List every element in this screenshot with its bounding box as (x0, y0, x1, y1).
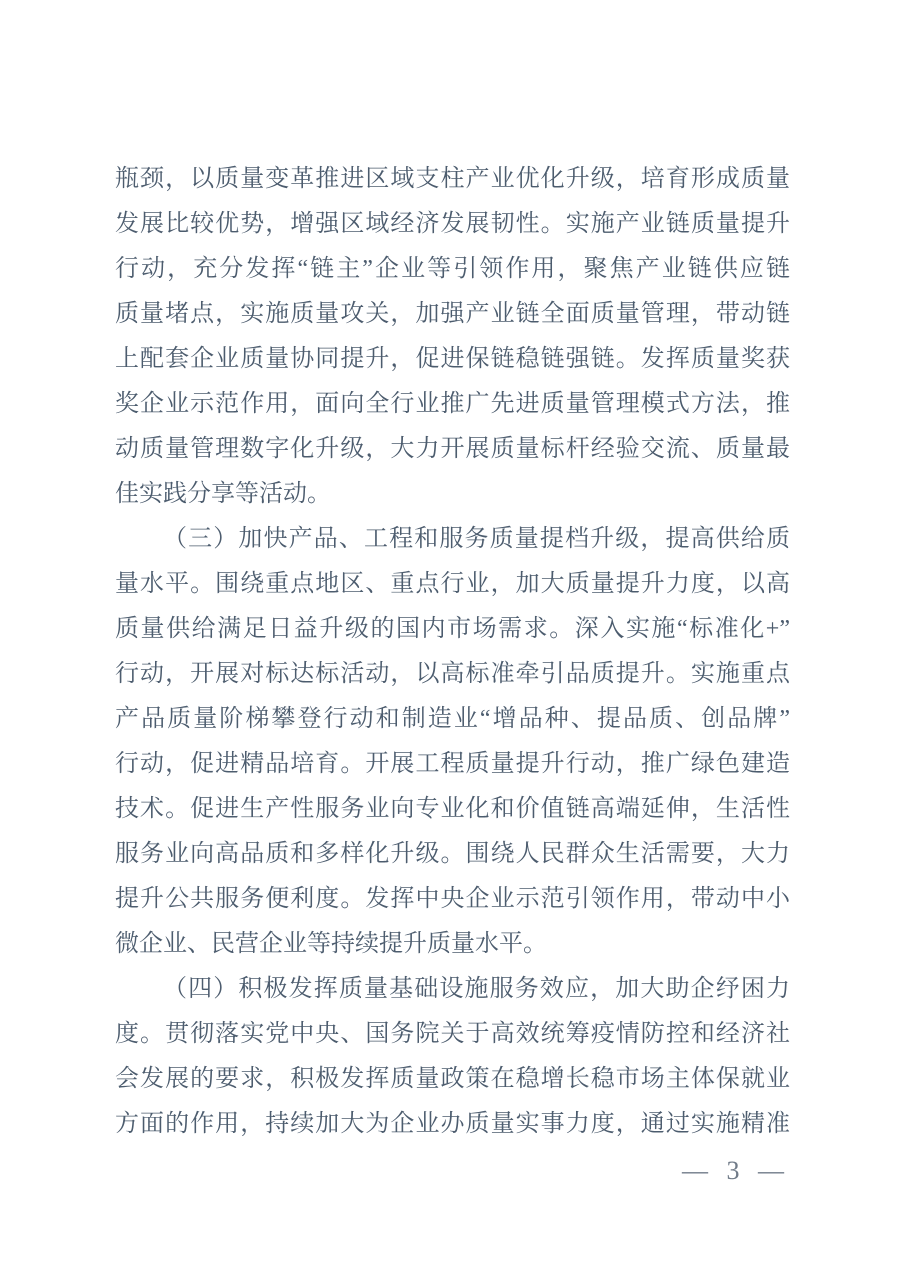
text-line: 行动，开展对标达标活动，以高标准牵引品质提升。实施重点 (115, 661, 790, 687)
paragraph-continued (115, 157, 790, 517)
paragraph-item-4 (115, 967, 790, 1147)
text-line: （四）积极发挥质量基础设施服务效应，加大助企纾困力 (163, 976, 790, 1002)
text-line: 微企业、民营企业等持续提升质量水平。 (115, 931, 547, 957)
text-line: 质量堵点，实施质量攻关，加强产业链全面质量管理，带动链 (115, 301, 790, 327)
text-line: 技术。促进生产性服务业向专业化和价值链高端延伸，生活性 (115, 796, 790, 822)
text-line: 动质量管理数字化升级，大力开展质量标杆经验交流、质量最 (115, 436, 790, 462)
text-line: 度。贯彻落实党中央、国务院关于高效统筹疫情防控和经济社 (115, 1021, 790, 1047)
page-number: — 3 — (682, 1156, 790, 1185)
text-line: 量水平。围绕重点地区、重点行业，加大质量提升力度，以高 (115, 571, 790, 597)
text-line: （三）加快产品、工程和服务质量提档升级，提高供给质 (163, 526, 790, 552)
text-line: 服务业向高品质和多样化升级。围绕人民群众生活需要，大力 (115, 841, 790, 867)
text-line: 提升公共服务便利度。发挥中央企业示范引领作用，带动中小 (115, 886, 790, 912)
text-line: 产品质量阶梯攀登行动和制造业“增品种、提品质、创品牌” (115, 706, 790, 732)
text-line: 质量供给满足日益升级的国内市场需求。深入实施“标准化+” (115, 616, 790, 642)
text-line: 会发展的要求，积极发挥质量政策在稳增长稳市场主体保就业 (115, 1066, 790, 1092)
text-line: 瓶颈，以质量变革推进区域支柱产业优化升级，培育形成质量 (115, 166, 790, 192)
paragraph-item-3 (115, 517, 790, 967)
document-body (115, 157, 790, 1147)
text-line: 佳实践分享等活动。 (115, 481, 331, 507)
text-line: 上配套企业质量协同提升，促进保链稳链强链。发挥质量奖获 (115, 346, 790, 372)
text-line: 发展比较优势，增强区域经济发展韧性。实施产业链质量提升 (115, 211, 790, 237)
text-line: 奖企业示范作用，面向全行业推广先进质量管理模式方法，推 (115, 391, 790, 417)
text-line: 行动，充分发挥“链主”企业等引领作用，聚焦产业链供应链 (115, 256, 790, 282)
text-line: 行动，促进精品培育。开展工程质量提升行动，推广绿色建造 (115, 751, 790, 777)
text-line: 方面的作用，持续加大为企业办质量实事力度，通过实施精准 (115, 1111, 790, 1137)
